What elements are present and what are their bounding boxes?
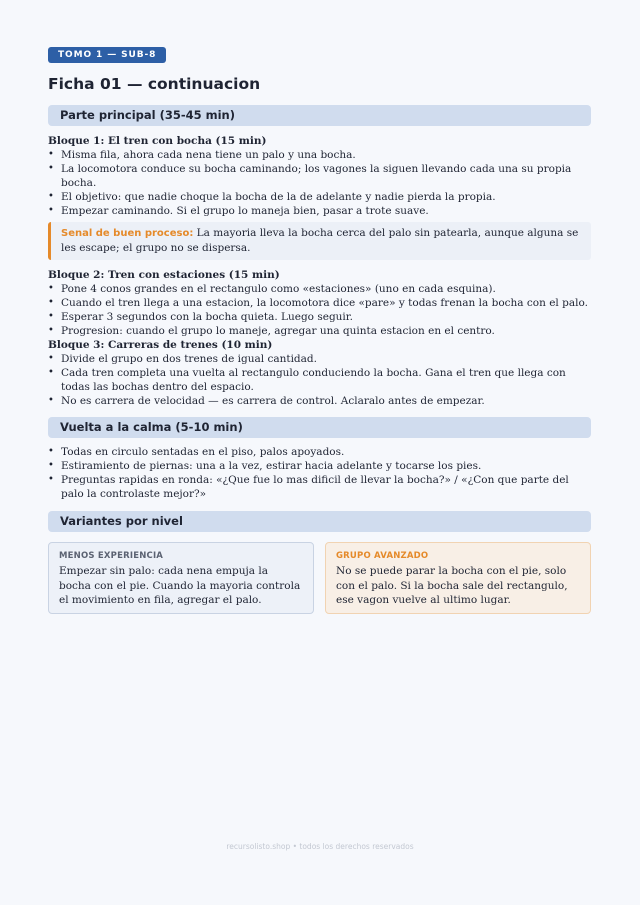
variant-cards (48, 542, 591, 614)
list-item: • Empezar caminando. Si el grupo lo maneja bien, pasar a trote suave. (48, 204, 591, 218)
variant-label: GRUPO AVANZADO (336, 551, 429, 561)
block-3 (48, 338, 591, 408)
list-item: • Cada tren completa una vuelta al rectangulo conduciendo la bocha. Gana el tren que llega con todas las bochas dentro del espacio. (48, 366, 591, 394)
variant-text: Empezar sin palo: cada nena empuja la bocha con el pie. Cuando la mayoria controla el movimiento en fila, agregar el palo. (59, 565, 301, 606)
process-signal-callout (48, 222, 591, 260)
list-item: • El objetivo: que nadie choque la bocha de la de adelante y nadie pierda la propia. (48, 190, 591, 204)
list-item: • Estiramiento de piernas: una a la vez, estirar hacia adelante y tocarse los pies. (48, 459, 591, 473)
variant-text: No se puede parar la bocha con el pie, solo con el palo. Si la bocha sale del rectangulo, ese vagon vuelve al ultimo lugar. (336, 565, 568, 606)
section-header-cooldown: Vuelta a la calma (5-10 min) (48, 417, 591, 438)
list-item: • Preguntas rapidas en ronda: «¿Que fue lo mas dificil de llevar la bocha?» / «¿Con que parte del palo la controlaste mejor?» (48, 473, 591, 501)
footer-copyright: recursolisto.shop • todos los derechos reservados (226, 842, 414, 851)
list-item: • La locomotora conduce su bocha caminando; los vagones la siguen llevando cada una su propia bocha. (48, 162, 591, 190)
bullet-list (48, 148, 591, 218)
list-item: • No es carrera de velocidad — es carrera de control. Aclaralo antes de empezar. (48, 394, 591, 408)
volume-tag: TOMO 1 — SUB-8 (48, 47, 166, 63)
block-title: Bloque 1: El tren con bocha (15 min) (48, 135, 267, 147)
list-item: • Progresion: cuando el grupo lo maneje, agregar una quinta estacion en el centro. (48, 324, 591, 338)
bullet-list (48, 352, 591, 408)
variant-card-advanced (325, 542, 591, 614)
list-item: • Todas en circulo sentadas en el piso, palos apoyados. (48, 445, 591, 459)
block-2 (48, 268, 591, 338)
block-title: Bloque 3: Carreras de trenes (10 min) (48, 339, 273, 351)
block-1 (48, 134, 591, 260)
section-header-main: Parte principal (35-45 min) (48, 105, 591, 126)
page-title: Ficha 01 — continuacion (48, 75, 261, 93)
list-item: • Cuando el tren llega a una estacion, la locomotora dice «pare» y todas frenan la bocha con el palo. (48, 296, 591, 310)
list-item: • Misma fila, ahora cada nena tiene un palo y una bocha. (48, 148, 591, 162)
section-header-variants: Variantes por nivel (48, 511, 591, 532)
list-item: • Esperar 3 segundos con la bocha quieta. Luego seguir. (48, 310, 591, 324)
list-item: • Pone 4 conos grandes en el rectangulo como «estaciones» (uno en cada esquina). (48, 282, 591, 296)
block-title: Bloque 2: Tren con estaciones (15 min) (48, 269, 280, 281)
bullet-list (48, 282, 591, 338)
list-item: • Divide el grupo en dos trenes de igual cantidad. (48, 352, 591, 366)
cooldown-list (48, 445, 591, 501)
callout-label: Senal de buen proceso: (61, 228, 194, 239)
worksheet-page (48, 42, 591, 614)
callout-text: La mayoria lleva la bocha cerca del palo sin patearla, aunque alguna se les escape; el grupo no se dispersa. (61, 227, 579, 254)
variant-label: MENOS EXPERIENCIA (59, 551, 164, 561)
variant-card-beginner (48, 542, 314, 614)
